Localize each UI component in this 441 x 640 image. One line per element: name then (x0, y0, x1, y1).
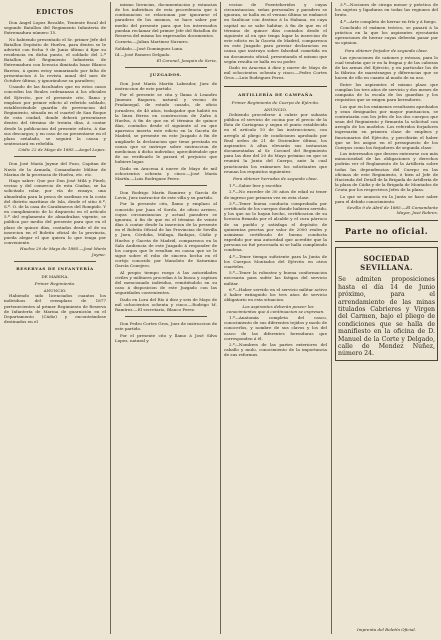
paragraph: Don Rodrigo Marín Ramirez y García de Lovio, Juez instructor de este villa y su partido. (115, 189, 217, 201)
column-rule (110, 2, 111, 634)
paragraph: No habiendo presentado el Sr. primer Jefe del Batallon Depósito de Huelva, para dentro se le advirtió con fecha 9 de Junio último á fijar su residencia en dicha punto, el soldado del 2.º Batallon del Regimiento Infantería de Extremadura con licencia ilimitada Isaac Blanco Barrios, á quien estoy sumariando por falta de presentacion á la revista anual del mes de Octubre último, y ignorándose su paradero; (4, 36, 106, 83)
paragraph: Entre los aspirantes el mismo plazo que cumplan los tres años de servicio y dos meses de campaña de la escala de los guardias y los requisitos que se exigen para herradores. (335, 81, 438, 103)
paragraph: Concluido el exámen teórico, se pasará á la práctica en la que los aspirantes ejecutarán operaciones de herrar cuyas deberán pasar por su opinion. (335, 25, 438, 46)
column-rule (331, 2, 332, 634)
list-item: 4.º—Arte completo de herrar en frío y á fuego. (340, 18, 437, 24)
regiment-title: Primer Regimiento de Cuerpo de Ejército. (231, 99, 320, 105)
signature: Sevilla 9 de Abril de 1885.—El Comandante Mayor, José Robres. (347, 205, 438, 216)
signature: Cádiz 22 de Mayo de 1885.—Angel Lopez. (18, 147, 106, 153)
divider (335, 241, 438, 242)
paragraph: Debiendo procederse á cubrir por subasta pública el servicio de cocina por el precio de la flota de Cartagena y segun el punto establecido en el artículo 10 de las instrucciones, con arreglo al pliego de condiciones aprobado por Real orden de 21 de Diciembre último, los aspirantes á altas elevarán sus instancias documentadas al Sr. Coronel del Regimiento para las diez del 20 de Mayo próximo en que se reunirá la Junta del Cuerpo, ante la cual practicarán los exámenes los solicitantes que reunan los requisitos siguientes: (224, 112, 327, 174)
paragraph: Dado en Lora del Río á diez y seis de Mayo de mil ochocientos ochenta y cinco.—Rodrigo M. Ramírez.—El secretario, Blanco Perez. (115, 296, 217, 312)
section-heading-parte-no-oficial: Parte no oficial. (344, 226, 429, 237)
regiment-title: Primer Regimiento. (34, 280, 76, 286)
paragraph: Los interesados que deseen enterarse con más minuciosidad de las obligaciones y derechos podrán ver el Reglamento de la Artillería sobre todas las dependencias del Cuerpo en las oficinas de este Regimiento, ó bien al Jefe de Hacienda del Detall de la Brigada de Artillería de la plaza de Cádiz y de la Brigada de Montados de Ceuta por los respectivos Jefes de la plaza. (335, 151, 438, 193)
list-item: 3.º—Nociones de ciruga menor y práctica de los sujetos y ligaduras en todas las regiones del bruto. (335, 2, 438, 18)
column-1 (4, 2, 106, 634)
anuncio-label: ANUNCIO. (43, 288, 67, 294)
signature: El Coronel, Joaquin de Seria. (156, 58, 217, 64)
divider (224, 86, 327, 87)
column-2 (115, 2, 217, 634)
requirements-heading: Para obtener herradas de segunda clase. (232, 175, 319, 181)
paragraph: Los que en los exámenes resultasen aprobados y sean designados por mayor puntuacion, se contratarán con los jefes de los dos cuerpos que sean del Regimiento y firmarán la solicitud con arreglo de los modelos. Los referidos forjadores ingresarán en primera clase de empleos y funcionarios del Ejército, y percibirán el haber que se les asigne en el presupuesto de los Cuerpos como los forjadores de segunda clase. (335, 103, 438, 150)
paragraph: Por el presente se cita y llama á Leandro Jimenez Baquero, natural y vecino de Pradanegal, de estado casado, de oficio jornalero, de 40 años, trabajador que habitó en la linea férrea en construccion de Zafra á Huelva, á fin de que en el término de quince días, contados desde el siguiente al en que aparezca inserta este edicto en la Gaceta de Madrid, se presente en este Juzgado á fin de ampliarle la declaracion que tiene prestada en causa que se instruye sobre sustraccion de medicinas á dicho individuo; apercibiéndole que de no verificarlo le parará el perjuicio que hubiere lugar. (115, 92, 217, 165)
paragraph: Lo que se anuncia en la Junta se hace saber para el debido conocimiento. (335, 193, 438, 204)
paragraph: Usando de las facultades que en estos casos conceden las Reales ordenanzas á los oficiales del Ejército, por el presente cito, llamo y emplazo por primer edicto al referido soldado, estableciéndole guardia de prevencion del Regimiento, situada en el cuartel de San Roque de esta ciudad, donde deberá presentarse dentro del término de treinta días, á contar desde la publicacion del presente edicto, á dar sus descargos; y en caso de no presentarse en el plazo señalado, se seguirá la causa y sentenciará en rebeldía. (4, 84, 106, 146)
list-item: Id.—José Romero Delgado. (115, 51, 171, 57)
divider (125, 316, 207, 317)
paragraph: Las ejecuciones de cañones y estosas, para lo cual tendrán que ir en la fragua y de las cabezas de las armas del Ejército, y en particular los de la fábrica de maestrazgos y diferencias que se hacen de ello en cuanto al modo de su uso. (335, 54, 438, 81)
list-item: 3.º—Tener buena conducta comprobada por certificado de los cuerpos donde hubiera servido, y los que no lo hayan hecho, certificacion de su licencia firmada por el alcalde y el cura párroco de su pueblo y satisfaga el depósito de quinientas pesetas por valor de 2000 reales y asimismo certificado de buena conducta expedido por una autoridad que acredite que la persona no fué procesada ni se halla cumpliendo condena. (224, 200, 327, 253)
list-item: 1.º—Saber leer y escribir. (229, 183, 283, 189)
paragraph: Hago saber: Que por Don José Milá y Pineli, vecino y del comercio de esta Ciudaa, se ha solicitado rolar, por vía de ensayo, una almadraba para la pesca de sardinas en la costa del distrito marítimo de Isla, desde el sitio 6.º, S.º. O. de la casa de Carabineros del Rompido. Y en cumplimiento de lo dispuesto en el artículo 5.º del reglamento de almadrabas vigente, se publica por medio del presente para que en el plazo de quince días, contados desde el de su insercion en el Boletín oficial de la provincia, pueda alegar el que quiera lo que tenga por conveniente. (4, 178, 106, 245)
column-3 (224, 2, 327, 634)
list-item: 2.º—Nombres de las partes exteriores del caballo y mulo, conocimiento de la importancia de sus reformas. (224, 342, 327, 358)
paragraph: Por la presente cito, llamo y emplazo al conocido por Juan el Sordo, de oficio arriero, cuyas circunstancias y actual paradero se ignoran, á fin de que en el término de veinte días á contar desde la insercion de la presente en el Boletín Oficial de las Provincias de Sevilla y Jaen, Córdoba, Málaga, Badajoz, Cádiz y Huelva y Gaceta de Madrid, comparezca en la Sala Audiencia de este Juzgado á responder de los cargos que le resultan en causa que se le sigue sobre el robo de sincera hecha en el cortijo conocido por Manoloto de Saturnino García Conejero. (115, 201, 217, 269)
paragraph: Al propio tiempo ruego á las autoridades civiles y militares procedan á la busca y captura del mencionado individuo, remitiéndolo en su caso á disposicion de este Juzgado con las seguridades convenientes. (115, 269, 217, 296)
list-item: 2.º—No exceder de 30 años de edad ni tener de ingreso por primera vez en esta clase. (224, 189, 327, 200)
divider (125, 185, 207, 186)
paragraph: Don José María Juyme del Pozo, Capitan de Navío de la Armada, Comandante Militar de Marina de la provincia de Huelva, etc. etc. (4, 161, 106, 177)
paragraph: Don Pedro Cortes Gros, Juez de instruccion de este partido. (115, 321, 217, 332)
signature: Huelva 20 de Mayo de 1885.—José María Juyme. (20, 246, 106, 257)
list-item: 4.º—Tener tiempo suficiente para la Junta de los Cuerpos Montados del Ejército en otros cuarteles. (224, 253, 327, 269)
paragraph: Dado en Aracena á nueve de Mayo de mil ochocientos ochenta y cinco.—José María Martín.—Luis Rodriguez Perez. (115, 165, 217, 181)
advertisement-title: SOCIEDAD SEVILLANA. (360, 254, 413, 273)
list-item: 5.º—Tener la robustez y buena conformacion necesaria para sufrir las fatigas del servicio militar. (224, 270, 327, 286)
section-heading-edictos: EDICTOS (36, 8, 74, 16)
paragraph: Habiendo sido licenciados cuantos los individuos del reemplazo de 1877 pertenecientes al primer Regimiento de Reserva de Infantería de Marina de guarnición en el Departamento (Cádiz) y encontrándose destinados en el (4, 293, 106, 325)
paragraph: Don Angel Lopez Recalde, Teniente fiscal del segundo Batallon del Regimiento Infanteria de Extremadura número 15. (4, 20, 106, 36)
exam-heading: Los aspirantes deberán poseer los conocimientos que á continuacion se expresan. (226, 303, 325, 314)
list-item: Soldado.—José Dominguez Luna. (115, 45, 184, 51)
divider (14, 261, 96, 262)
list-item: 6.º—Haber servido en el servicio militar activo ó haber extinguido los tres años de servicio obligatorio en esta situacion. (224, 286, 327, 303)
divider (14, 156, 96, 157)
paragraph: mismo licencias, documentacion y estancias de los individuos de esta procedencia que á continuacion se relacionan por ignorarse el paradero de los mismos, se hace saber por medio del presente para que los interesados puedan reclamar del primer Jefe del Batallon de Reserva del mismo los expresados documentos. (115, 2, 217, 38)
paragraph: Don José María Martín Labrador, Juez de instruccion de este partido. (115, 80, 217, 91)
paragraph: Por el presente cito y llamo á José Silva Lopez, natural y (115, 332, 217, 343)
section-heading-artilleria: ARTILLERÍA DE CAMPAÑA (238, 91, 313, 97)
paragraph: Dado en Aracena á diez y nueve de Mayo de mil ochocientos ochenta y cinco.—Pedro Cortes Gros.—Luis Rodriguez Perez. (224, 65, 327, 81)
section-heading-juzgados: JUZGADOS. (150, 72, 182, 78)
divider (125, 67, 207, 68)
list-item: 1.º—Anatomía completa del casco, conocimiento de sus diferentes tejidos y modo de conocerlos, y nombre de sus clavos y los del casco de las diferentes herraduras que corresponden á él. (224, 315, 327, 341)
anuncio-label: ANUNCIO. (264, 106, 287, 112)
section-heading-reservas: RESERVAS DE INFANTERÍA (16, 265, 94, 271)
advertisement-text: Se admiten proposiciones hasta el día 14 de Junio próximo, para el arrendamiento de las minas titulados Cabrieres y Virgen del Carmen, bajo el pliego de condiciones que se halla de manifiesto en la oficina de D. Manuel de la Corte y Delgado, calle de Mendez Nuñez, número 24. (338, 276, 435, 358)
divider (335, 220, 438, 221)
printer-imprint: Imprenta del Boletín Oficial. (356, 626, 416, 632)
advertisement-box (335, 247, 438, 360)
column-4 (335, 2, 438, 634)
column-rule (220, 2, 221, 634)
paragraph: vecino de Fuenteheridos y cuyas circunstancias, señas personales y paradero se ignoran, se halla en el verano último se embarcó en Sanlúcar con destino á la Habana, en cuya capital no se sabe habitar, á fin de que en el término de quince días contados desde el siguiente al en que tenga lugar la insercion de este edicto en la Gaceta de Madrid, comparezca en este Juzgado para prestar declaracion en causa que instruyo sobre falsedad cometida en un documento oficial, presentando el mismo que según resulta se halla en su poder. (224, 2, 327, 64)
list-item: Corneta.—Julian Martinez Navarro. (115, 39, 189, 45)
requirements-heading: Para obtener forjador de segunda clase. (344, 47, 429, 53)
section-subheading: DE MARINA. (41, 273, 69, 279)
